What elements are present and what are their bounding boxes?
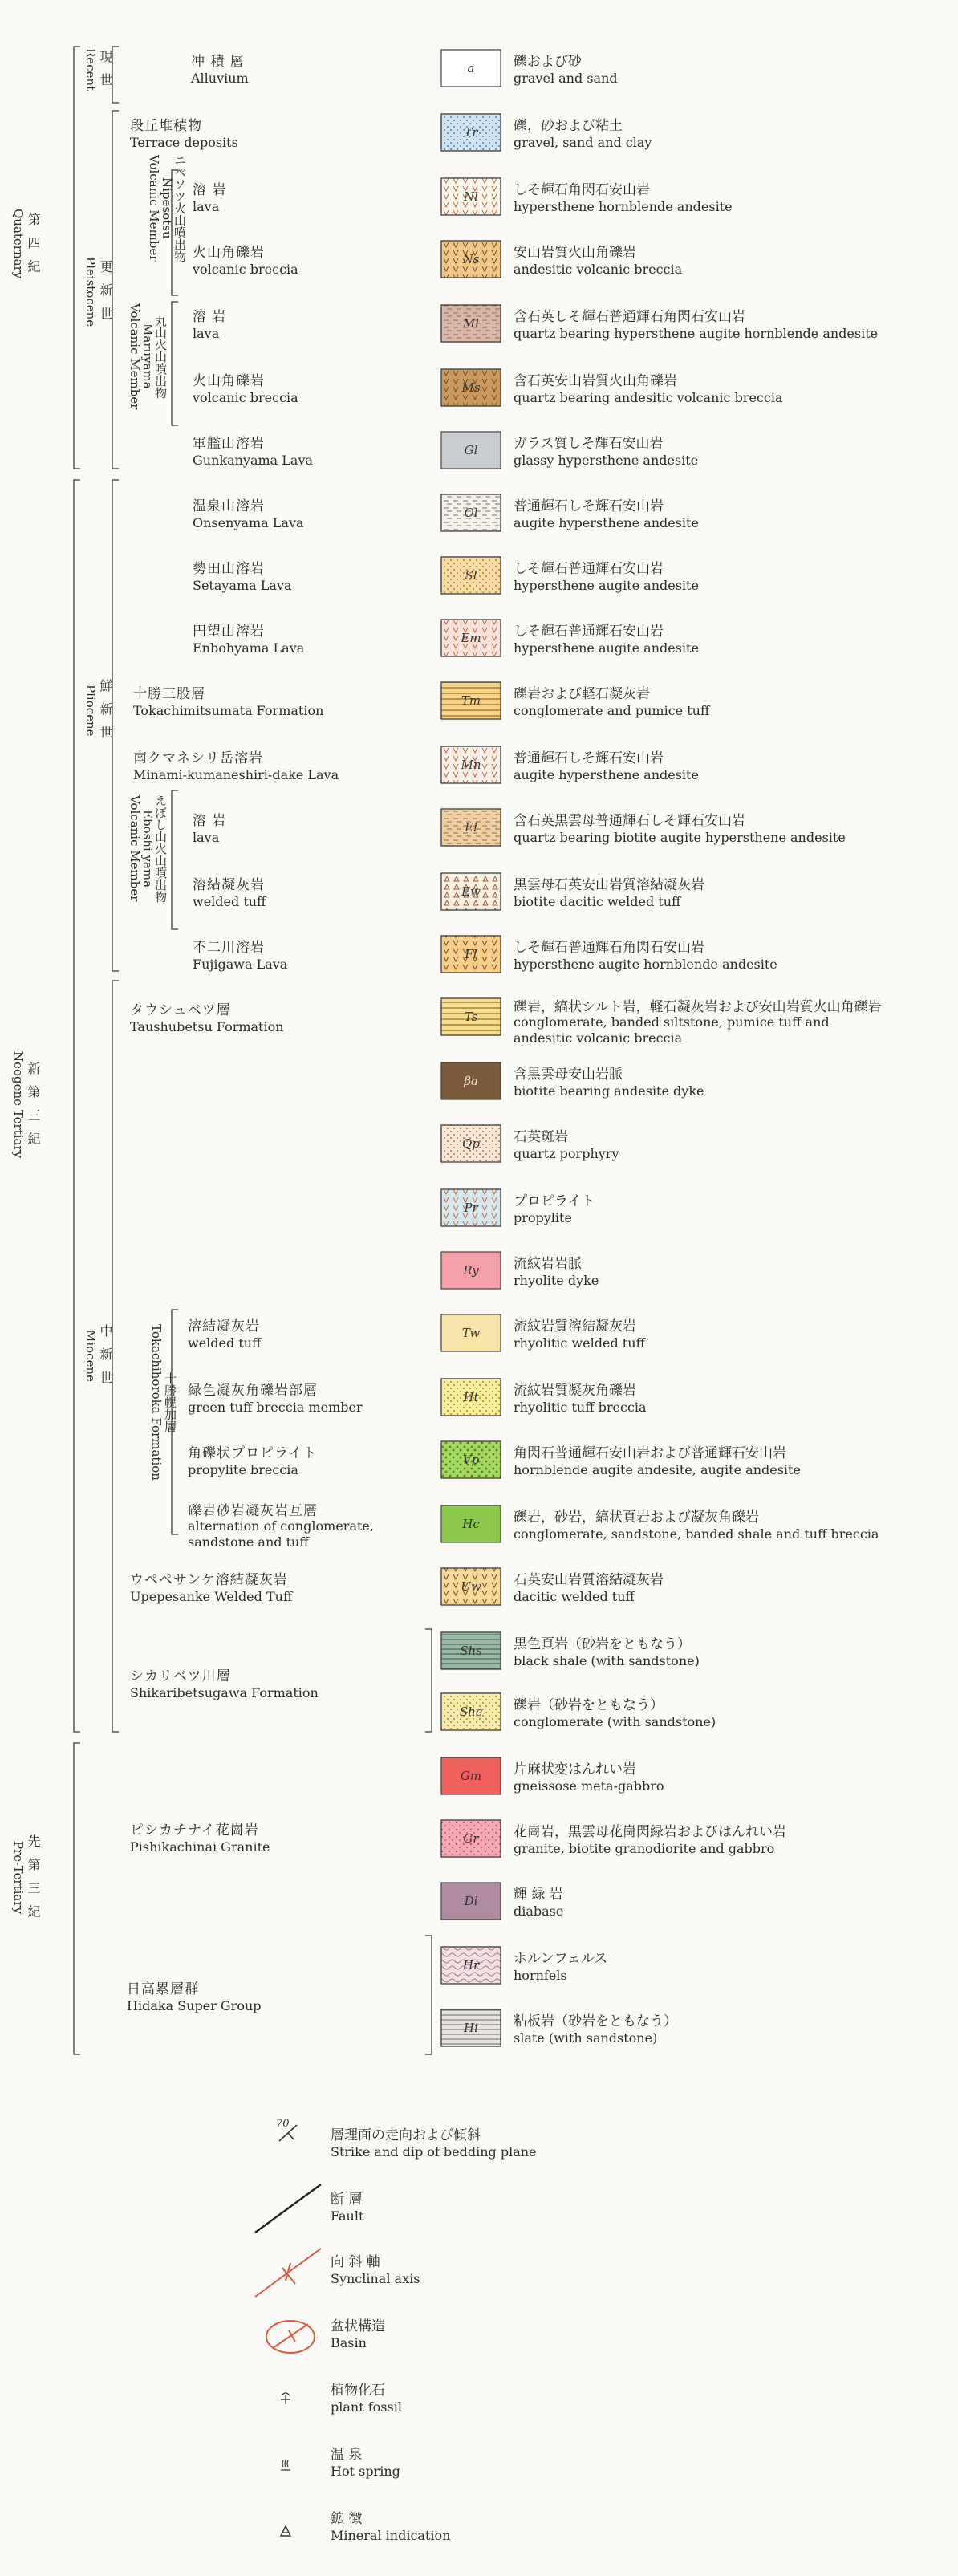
unit-desc-ja: 黒雲母石英安山岩質溶結凝灰岩	[514, 877, 704, 893]
unit-name-en: Setayama Lava	[193, 578, 292, 593]
unit-name-ja: 火山角礫岩	[193, 245, 265, 261]
unit-code: Mn	[461, 758, 481, 772]
unit-desc-en: slate (with sandstone)	[514, 2030, 658, 2046]
unit-name-en: welded tuff	[188, 1335, 262, 1351]
unit-code: Hi	[464, 2021, 478, 2035]
unit-desc-en: conglomerate and pumice tuff	[514, 703, 710, 718]
symbol-label-en: Mineral indication	[331, 2528, 451, 2543]
group-maruyama: 丸山火山噴出物 Maruyama Volcanic Member	[128, 303, 168, 410]
unit-desc-ja: しそ輝石角閃石安山岩	[514, 182, 650, 198]
unit-name-en: Alluvium	[191, 71, 249, 86]
unit-desc-en: augite hypersthene andesite	[514, 767, 699, 782]
unit-name-en: Terrace deposits	[130, 135, 238, 150]
unit-desc-ja: 普通輝石しそ輝石安山岩	[514, 498, 664, 514]
unit-code: Ry	[463, 1263, 479, 1278]
unit-desc-ja: 輝 緑 岩	[514, 1887, 563, 1903]
unit-desc-en: gneissose meta-gabbro	[514, 1778, 664, 1794]
mineral-indication-icon	[281, 2526, 290, 2536]
unit-name-ja: 溶 岩	[193, 813, 227, 829]
group-nipesotsu: ニペソツ火山噴出物 Nipesotsu Volcanic Member	[147, 154, 187, 262]
unit-desc-ja: 安山岩質火山角礫岩	[514, 245, 636, 261]
unit-desc-en: dacitic welded tuff	[514, 1589, 635, 1604]
unit-boxes	[441, 50, 501, 2046]
unit-name-en: Tokachimitsumata Formation	[133, 703, 324, 718]
symbol-label-en: Hot spring	[331, 2464, 400, 2479]
epoch-recent: 現 世 Recent	[83, 48, 113, 91]
unit-desc-en: quartz bearing biotite augite hypersthene andesite	[514, 830, 846, 845]
unit-desc-en: rhyolitic welded tuff	[514, 1335, 645, 1351]
unit-code: Gr	[463, 1831, 479, 1846]
unit-name-ja: 溶 岩	[193, 309, 227, 325]
unit-desc-ja: 片麻状変はんれい岩	[514, 1761, 636, 1778]
unit-desc-en: biotite bearing andesite dyke	[514, 1083, 704, 1099]
fault-icon	[255, 2184, 321, 2233]
unit-desc-en: conglomerate, sandstone, banded shale and tuff breccia	[514, 1526, 879, 1542]
symbol-label-en: Strike and dip of bedding plane	[331, 2144, 537, 2160]
unit-code: Sl	[465, 568, 477, 583]
unit-desc-en: granite, biotite granodiorite and gabbro	[514, 1841, 775, 1856]
unit-desc-en: hypersthene augite andesite	[514, 640, 699, 656]
symbol-label-ja: 断 層	[331, 2192, 363, 2208]
unit-desc-en: quartz bearing hypersthene augite hornblende andesite	[514, 326, 879, 341]
unit-code: a	[467, 61, 475, 75]
unit-desc-en: andesitic volcanic breccia	[514, 1030, 683, 1046]
unit-desc-en: biotite dacitic welded tuff	[514, 894, 681, 909]
unit-desc-ja: 礫岩（砂岩をともなう）	[514, 1697, 664, 1713]
unit-desc-ja: 礫岩，砂岩，縞状頁岩および凝灰角礫岩	[514, 1509, 759, 1526]
unit-desc-en: rhyolitic tuff breccia	[514, 1400, 647, 1415]
basin-icon	[266, 2321, 315, 2353]
unit-desc-en: gravel, sand and clay	[514, 135, 652, 150]
unit-desc-ja: しそ輝石普通輝石安山岩	[514, 561, 664, 577]
group-eboshiyama: えぼし山火山噴出物 Eboshi yama Volcanic Member	[128, 794, 168, 903]
unit-code: Ms	[461, 380, 481, 395]
unit-desc-ja: 礫岩，縞状シルト岩，軽石凝灰岩および安山岩質火山角礫岩	[514, 999, 882, 1015]
epoch-pliocene: 鮮 新 世 Pliocene	[83, 679, 113, 742]
unit-code: Em	[461, 631, 481, 645]
unit-code: Ew	[461, 884, 481, 899]
unit-code: Vp	[462, 1453, 480, 1467]
unit-name-en: green tuff breccia member	[188, 1400, 363, 1415]
unit-name-ja: シカリベツ川層	[130, 1668, 231, 1684]
unit-code: Hc	[462, 1517, 480, 1531]
unit-code: Ts	[464, 1010, 478, 1024]
unit-desc-ja: 黒色頁岩（砂岩をともなう）	[514, 1636, 691, 1652]
epoch-miocene: 中 新 世 Miocene	[83, 1324, 113, 1388]
unit-name-en: Gunkanyama Lava	[193, 453, 314, 468]
unit-code: Tm	[461, 693, 481, 708]
unit-desc-ja: ガラス質しそ輝石安山岩	[514, 436, 664, 452]
unit-desc-en: hypersthene augite hornblende andesite	[514, 957, 777, 972]
period-quaternary: 第 四 紀 Quaternary	[11, 209, 41, 279]
unit-desc-en: hypersthene hornblende andesite	[514, 199, 733, 214]
unit-desc-ja: 普通輝石しそ輝石安山岩	[514, 750, 664, 766]
unit-desc-en: quartz porphyry	[514, 1146, 619, 1161]
unit-code: Ns	[462, 252, 480, 266]
unit-name-ja: 円望山溶岩	[193, 624, 265, 640]
symbol-label-ja: 植物化石	[331, 2383, 385, 2399]
unit-name-en: Hidaka Super Group	[127, 1998, 262, 2013]
unit-desc-ja: ホルンフェルス	[514, 1951, 608, 1967]
unit-name-ja: 溶結凝灰岩	[188, 1318, 260, 1335]
unit-desc-ja: 礫岩および軽石凝灰岩	[514, 686, 650, 702]
unit-code: Pr	[464, 1201, 478, 1215]
unit-name-ja: ピシカチナイ花崗岩	[130, 1822, 259, 1839]
unit-code: Tr	[464, 125, 478, 140]
unit-desc-ja: 礫および砂	[514, 54, 582, 70]
hot-spring-icon	[281, 2460, 290, 2470]
unit-name-en: Enbohyama Lava	[193, 640, 305, 656]
unit-name-en: lava	[193, 830, 220, 845]
synclinal-axis-icon	[255, 2249, 321, 2297]
unit-name-en: lava	[193, 199, 220, 214]
unit-desc-ja: しそ輝石普通輝石安山岩	[514, 624, 664, 640]
unit-desc-ja: 粘板岩（砂岩をともなう）	[514, 2013, 677, 2030]
unit-code: Gm	[460, 1769, 482, 1783]
period-neogene: 新 第 三 紀 Neogene Tertiary	[11, 1051, 41, 1159]
unit-name-ja: タウシュベツ層	[130, 1002, 231, 1018]
dip-value: 70	[276, 2118, 290, 2130]
symbol-label-en: plant fossil	[331, 2399, 402, 2415]
unit-desc-en: andesitic volcanic breccia	[514, 262, 683, 277]
unit-name-ja: 礫岩砂岩凝灰岩互層	[188, 1503, 318, 1519]
symbol-label-en: Synclinal axis	[331, 2271, 420, 2286]
unit-code: βa	[464, 1074, 478, 1088]
symbol-label-ja: 鉱 徴	[331, 2511, 363, 2527]
unit-name-ja: ウペペサンケ溶結凝灰岩	[130, 1572, 288, 1588]
unit-desc-ja: 石英斑岩	[514, 1129, 568, 1145]
unit-desc-en: conglomerate, banded siltstone, pumice tuff and	[514, 1014, 830, 1030]
unit-desc-ja: 石英安山岩質溶結凝灰岩	[514, 1572, 664, 1588]
unit-name-en: Onsenyama Lava	[193, 515, 304, 530]
unit-desc-ja: 含石英しそ輝石普通輝石角閃石安山岩	[514, 309, 745, 325]
unit-desc-en: quartz bearing andesitic volcanic breccia	[514, 390, 783, 405]
unit-code: Fl	[465, 947, 477, 961]
unit-desc-ja: 含石英安山岩質火山角礫岩	[514, 373, 677, 389]
symbol-label-ja: 盆状構造	[331, 2318, 385, 2334]
unit-desc-en: hornfels	[514, 1968, 567, 1983]
epoch-pleistocene: 更 新 世 Pleistocene	[83, 257, 113, 327]
unit-name-en: welded tuff	[193, 894, 266, 909]
symbol-label-ja: 温 泉	[331, 2447, 363, 2463]
unit-name-en: Minami-kumaneshiri-dake Lava	[133, 767, 339, 782]
unit-code: Tw	[461, 1326, 481, 1340]
unit-desc-ja: 流紋岩質凝灰角礫岩	[514, 1383, 636, 1399]
unit-name-en: Upepesanke Welded Tuff	[130, 1589, 293, 1604]
symbol-label-en: Basin	[331, 2335, 367, 2350]
unit-name-ja: 南クマネシリ岳溶岩	[133, 750, 263, 766]
unit-code: Shs	[460, 1644, 482, 1658]
unit-code: Gl	[464, 443, 478, 457]
unit-name-ja: 冲 積 層	[191, 54, 245, 70]
unit-desc-en: conglomerate (with sandstone)	[514, 1714, 716, 1729]
unit-name-en: Pishikachinai Granite	[130, 1839, 270, 1855]
unit-desc-en: glassy hypersthene andesite	[514, 453, 699, 468]
group-tokachihoroka: 十勝幌加層 Tokachihoroka Formation	[149, 1324, 177, 1481]
unit-desc-en: propylite	[514, 1210, 572, 1225]
unit-code: Nl	[464, 189, 478, 204]
unit-code: El	[465, 820, 477, 835]
unit-desc-ja: 花崗岩，黒雲母花崗閃緑岩およびはんれい岩	[514, 1824, 786, 1840]
unit-name-en: propylite breccia	[188, 1462, 298, 1477]
unit-name-en: volcanic breccia	[193, 262, 298, 277]
unit-name-ja: 火山角礫岩	[193, 373, 265, 389]
symbol-label-en: Fault	[331, 2208, 364, 2224]
unit-name-ja: 段丘堆積物	[130, 118, 202, 134]
unit-desc-ja: しそ輝石普通輝石角閃石安山岩	[514, 940, 704, 956]
unit-name-en: Fujigawa Lava	[193, 957, 288, 972]
unit-code: Qp	[462, 1136, 480, 1151]
unit-desc-en: augite hypersthene andesite	[514, 515, 699, 530]
unit-code: Ht	[463, 1390, 479, 1404]
unit-code: Ml	[462, 316, 480, 331]
unit-code: Hr	[462, 1958, 480, 1973]
unit-desc-ja: 含黒雲母安山岩脈	[514, 1067, 623, 1083]
unit-desc-ja: 礫，砂および粘土	[514, 118, 623, 134]
unit-desc-ja: 流紋岩岩脈	[514, 1256, 582, 1272]
unit-code: Ol	[464, 506, 478, 520]
unit-name-ja: 角礫状プロピライト	[188, 1445, 318, 1461]
unit-name-ja: 日高累層群	[127, 1981, 199, 1997]
unit-name-ja: 勢田山溶岩	[193, 561, 265, 577]
unit-name-ja: 溶 岩	[193, 182, 227, 198]
unit-desc-en: gravel and sand	[514, 71, 618, 86]
unit-desc-en: black shale (with sandstone)	[514, 1653, 700, 1668]
unit-code: Shc	[459, 1704, 483, 1719]
unit-name-ja: 十勝三股層	[133, 686, 205, 702]
unit-desc-en: diabase	[514, 1904, 564, 1919]
unit-name-en: Shikaribetsugawa Formation	[130, 1685, 319, 1700]
period-pre-tertiary: 先 第 三 紀 Pre-Tertiary	[11, 1834, 41, 1921]
plant-fossil-icon	[281, 2393, 290, 2404]
unit-name-ja: 軍艦山溶岩	[193, 436, 265, 452]
unit-code: Uw	[461, 1579, 481, 1594]
unit-desc-en: hornblende augite andesite, augite andesite	[514, 1462, 801, 1477]
symbol-label-ja: 向 斜 軸	[331, 2254, 380, 2270]
unit-desc-en: rhyolite dyke	[514, 1273, 599, 1288]
unit-name-ja: 不二川溶岩	[193, 940, 265, 956]
unit-name-en: alternation of conglomerate,	[188, 1518, 374, 1534]
unit-name-en: Taushubetsu Formation	[130, 1019, 284, 1034]
unit-name-en: lava	[193, 326, 220, 341]
unit-desc-ja: 流紋岩質溶結凝灰岩	[514, 1318, 636, 1335]
unit-name-ja: 温泉山溶岩	[193, 498, 265, 514]
unit-desc-ja: プロピライト	[514, 1193, 595, 1209]
unit-desc-ja: 角閃石普通輝石安山岩および普通輝石安山岩	[514, 1445, 786, 1461]
unit-code: Di	[464, 1894, 478, 1908]
unit-name-ja: 溶結凝灰岩	[193, 877, 265, 893]
symbol-label-ja: 層理面の走向および傾斜	[331, 2127, 481, 2143]
unit-name-ja: 緑色凝灰角礫岩部層	[188, 1383, 318, 1399]
unit-name-en: sandstone and tuff	[188, 1534, 309, 1550]
unit-desc-ja: 含石英黒雲母普通輝石しそ輝石安山岩	[514, 813, 745, 829]
unit-name-en: volcanic breccia	[193, 390, 298, 405]
unit-desc-en: hypersthene augite andesite	[514, 578, 699, 593]
